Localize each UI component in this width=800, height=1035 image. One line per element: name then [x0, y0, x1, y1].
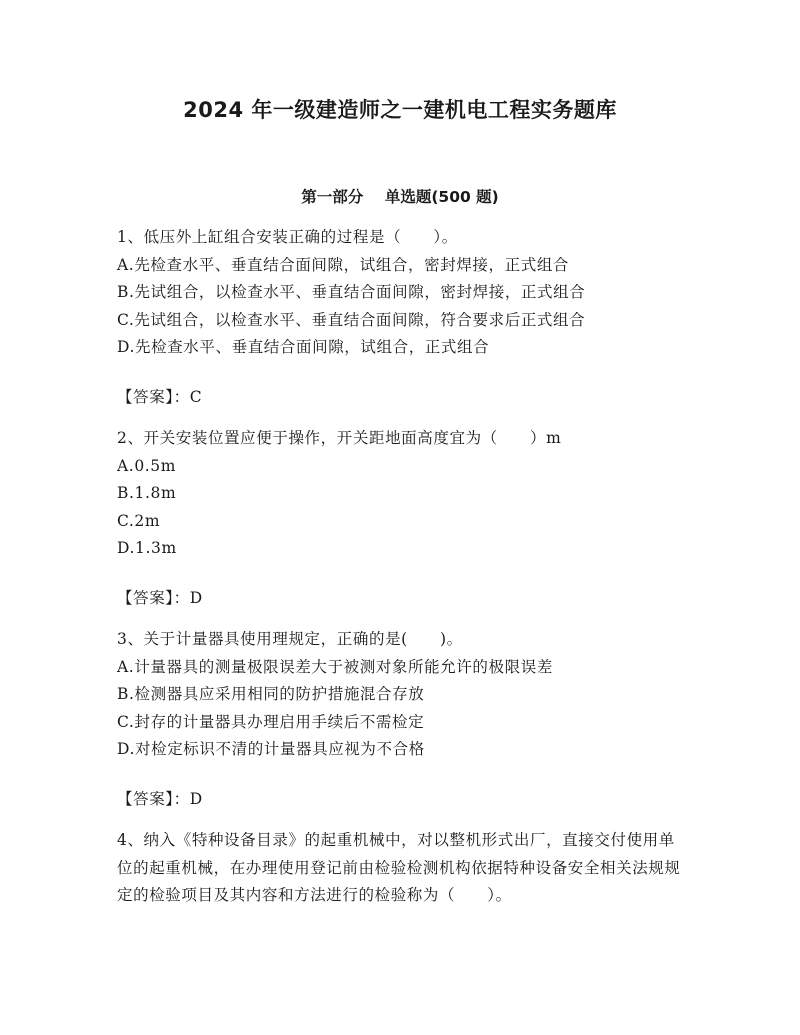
option-a: A.0.5m — [117, 456, 177, 475]
document-title: 2024 年一级建造师之一建机电工程实务题库 — [183, 98, 617, 122]
option-c: C.封存的计量器具办理启用手续后不需检定 — [117, 712, 425, 731]
question-2 — [117, 425, 692, 612]
option-d: D.1.3m — [117, 539, 177, 557]
option-b: B.检测器具应采用相同的防护措施混合存放 — [117, 685, 425, 703]
option-b: B.先试组合，以检查水平、垂直结合面间隙，密封焊接，正式组合 — [117, 283, 586, 301]
option-d: D.对检定标识不清的计量器具应视为不合格 — [117, 740, 425, 758]
option-c: C.2m — [117, 511, 161, 530]
answer-label: 【答案】：C — [117, 387, 203, 406]
option-a: A.计量器具的测量极限误差大于被测对象所能允许的极限误差 — [117, 657, 553, 676]
option-a: A.先检查水平、垂直结合面间隙，试组合，密封焊接，正式组合 — [117, 255, 570, 274]
option-c: C.先试组合，以检查水平、垂直结合面间隙，符合要求后正式组合 — [117, 310, 586, 329]
section-title: 第一部分 单选题(500 题) — [301, 188, 499, 206]
question-stem: 2、开关安装位置应便于操作，开关距地面高度宜为（ ）m — [117, 429, 562, 447]
question-stem: 3、关于计量器具使用理规定，正确的是( )。 — [117, 630, 463, 648]
answer-label: 【答案】：D — [117, 789, 203, 808]
option-d: D.先检查水平、垂直结合面间隙，试组合，正式组合 — [117, 338, 490, 356]
question-stem: 4、纳入《特种设备目录》的起重机械中，对以整机形式出厂，直接交付使用单位的起重机械，在办理使用登记前由检验检测机构依据特种设备安全相关法规规定的检验项目及其内容和方法进行的检验称为（ ）。 — [117, 831, 681, 904]
question-3 — [117, 626, 692, 813]
question-4 — [117, 827, 692, 910]
question-stem: 1、低压外上缸组合安装正确的过程是（ ）。 — [117, 228, 458, 246]
option-b: B.1.8m — [117, 484, 177, 502]
answer-label: 【答案】：D — [117, 588, 203, 607]
question-1 — [117, 224, 692, 411]
question-list — [117, 224, 692, 910]
